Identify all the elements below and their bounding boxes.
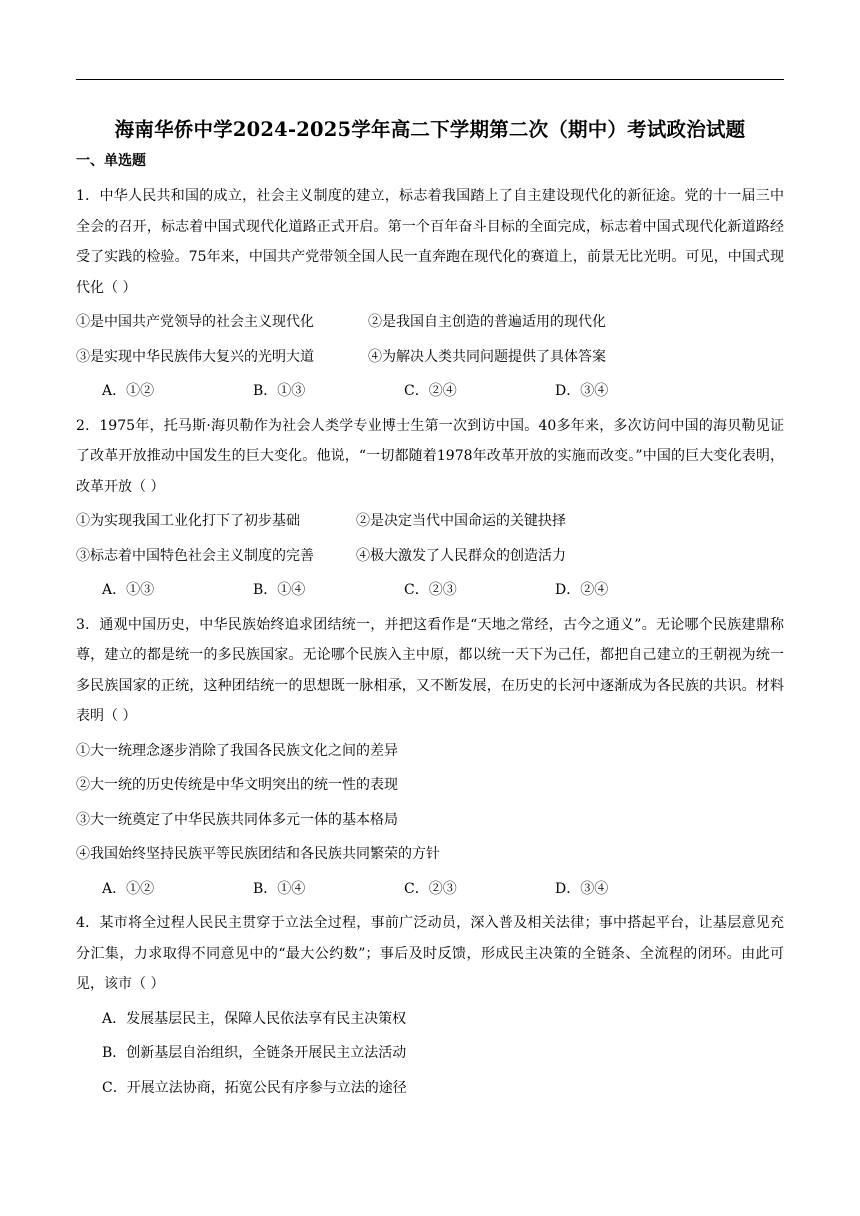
- statement: ③是实现中华民族伟大复兴的光明大道: [76, 348, 314, 365]
- statement: ②是决定当代中国命运的关键抉择: [356, 513, 566, 529]
- statement: ①大一统理念逐步消除了我国各民族文化之间的差异: [76, 742, 398, 759]
- option-c[interactable]: C．开展立法协商，拓宽公民有序参与立法的途径: [102, 1079, 407, 1096]
- statement-row: [76, 342, 784, 373]
- option-a[interactable]: A．①③: [102, 582, 155, 598]
- header-rule: [76, 79, 784, 80]
- section-heading: 一、单选题: [76, 153, 146, 169]
- page-title: 海南华侨中学2024-2025学年高二下学期第二次（期中）考试政治试题: [114, 118, 746, 141]
- statement: ④极大激发了人民群众的创造活力: [356, 547, 566, 564]
- statement: ③大一统奠定了中华民族共同体多元一体的基本格局: [76, 811, 398, 828]
- answer-options: [76, 575, 784, 606]
- question-3: [76, 610, 784, 905]
- option-d[interactable]: D．③④: [555, 383, 609, 399]
- option-b[interactable]: B．①④: [253, 880, 306, 897]
- option-b[interactable]: B．创新基层自治组织，全链条开展民主立法活动: [102, 1045, 407, 1061]
- statement: ①是中国共产党领导的社会主义现代化: [76, 314, 314, 330]
- option-c[interactable]: C．②④: [404, 383, 457, 399]
- option-a[interactable]: A．①②: [102, 880, 155, 897]
- question-stem: 4．某市将全过程人民民主贯穿于立法全过程，事前广泛动员，深入普及相关法律；事中搭起平台，让基层意见充分汇集，力求取得不同意见中的“最大公约数”；事后及时反馈，形成民主决策的全链条、全流程的闭环。由此可见，该市（ ）: [76, 915, 784, 992]
- question-2: [76, 411, 784, 606]
- option-b[interactable]: B．①④: [253, 582, 306, 598]
- answer-options: [76, 376, 784, 407]
- question-stem: 2．1975年，托马斯·海贝勒作为社会人类学专业博士生第一次到访中国。40多年来，多次访问中国的海贝勒见证了改革开放推动中国发生的巨大变化。他说，“一切都随着1978年改革开放的实施而改变。”中国的巨大变化表明，改革开放（ ）: [76, 417, 784, 495]
- option-a[interactable]: A．①②: [102, 383, 155, 399]
- option-c[interactable]: C．②③: [404, 582, 457, 598]
- option-d[interactable]: D．③④: [555, 880, 609, 897]
- option-b[interactable]: B．①③: [253, 383, 306, 399]
- option-d[interactable]: D．②④: [555, 582, 609, 598]
- statement: ③标志着中国特色社会主义制度的完善: [76, 547, 314, 564]
- answer-options: [76, 874, 784, 905]
- question-4: [76, 908, 784, 1103]
- statement: ④为解决人类共同问题提供了具体答案: [368, 348, 606, 365]
- statement-row: [76, 506, 784, 537]
- question-list: [76, 181, 784, 1107]
- statement: ④我国始终坚持民族平等民族团结和各民族共同繁荣的方针: [76, 846, 440, 862]
- option-a[interactable]: A．发展基层民主，保障人民依法享有民主决策权: [102, 1010, 407, 1027]
- question-stem: 1．中华人民共和国的成立，社会主义制度的建立，标志着我国踏上了自主建设现代化的新征途。党的十一届三中全会的召开，标志着中国式现代化道路正式开启。第一个百年奋斗目标的全面完成，标志着中国式现代化新道路经受了实践的检验。75年来，中国共产党带领全国人民一直奔跑在现代化的赛道上，前景无比光明。可见，中国式现代化（ ）: [76, 188, 784, 296]
- statement: ①为实现我国工业化打下了初步基础: [76, 513, 300, 529]
- statement: ②大一统的历史传统是中华文明突出的统一性的表现: [76, 777, 398, 793]
- statement-row: [76, 541, 784, 572]
- question-stem: 3．通观中国历史，中华民族始终追求团结统一，并把这看作是“天地之常经，古今之通义”。无论哪个民族建鼎称尊，建立的都是统一的多民族国家。无论哪个民族入主中原，都以统一天下为己任，都把自己建立的王朝视为统一多民族国家的正统，这种团结统一的思想既一脉相承，又不断发展，在历史的长河中逐渐成为各民族的共识。材料表明（ ）: [76, 616, 784, 724]
- question-1: [76, 181, 784, 407]
- statement-row: [76, 307, 784, 338]
- option-c[interactable]: C．②③: [404, 880, 457, 897]
- statement: ②是我国自主创造的普遍适用的现代化: [368, 314, 606, 330]
